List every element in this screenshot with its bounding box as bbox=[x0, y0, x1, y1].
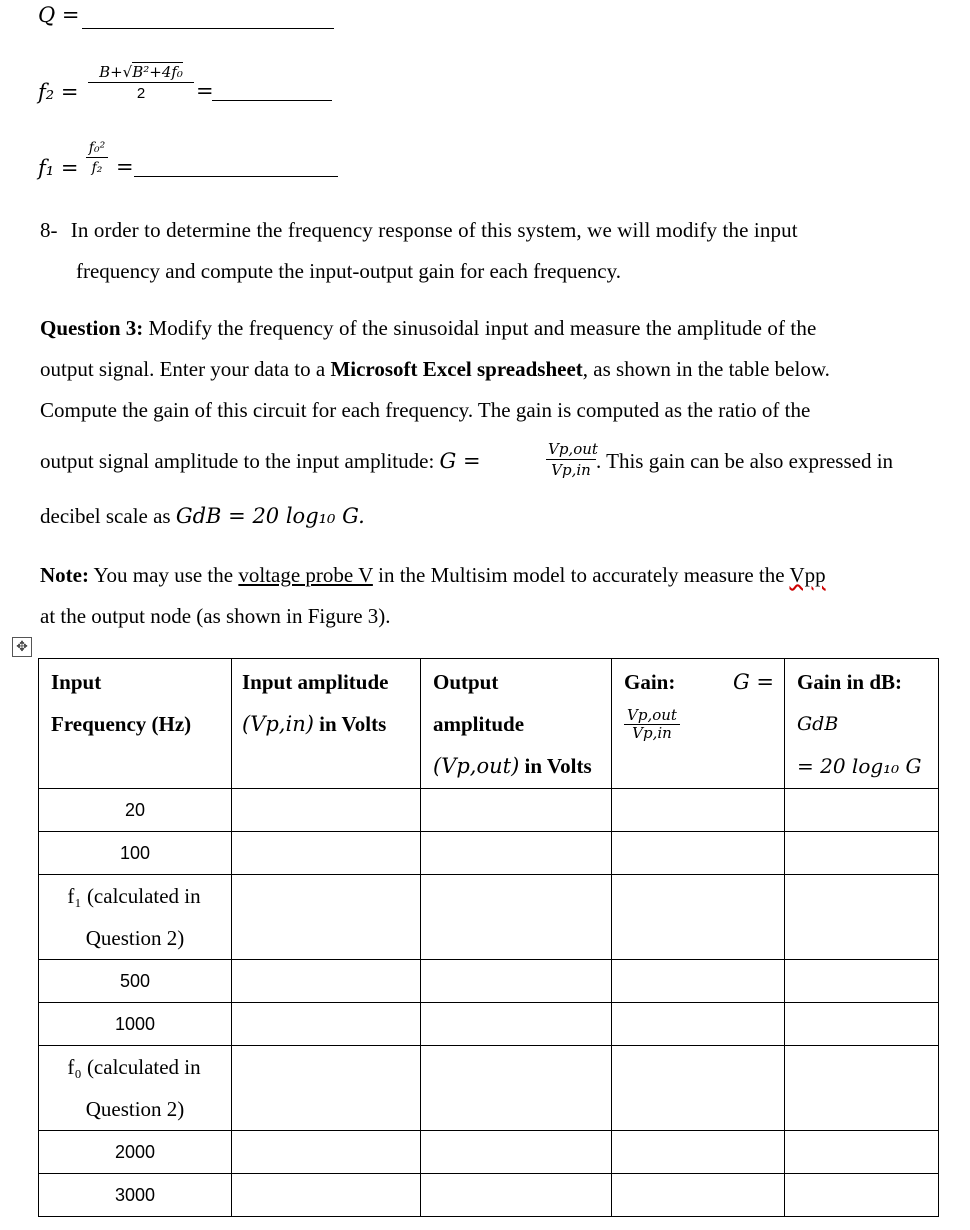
table-row bbox=[39, 789, 939, 832]
output-amplitude-cell[interactable] bbox=[421, 1046, 612, 1131]
f1-equals: = bbox=[116, 155, 134, 179]
gain-db-formula: GdB = 20 log₁₀ G. bbox=[175, 504, 365, 528]
header-input-frequency-line2: Frequency (Hz) bbox=[51, 712, 192, 736]
f2-num-prefix: B+ bbox=[99, 63, 123, 81]
note-text1: You may use the bbox=[93, 563, 234, 587]
header-output-line2: amplitude bbox=[433, 712, 525, 736]
output-amplitude-cell[interactable] bbox=[421, 960, 612, 1003]
table-row bbox=[39, 875, 939, 960]
table-row bbox=[39, 1046, 939, 1131]
gain-equation-lhs: G = bbox=[439, 449, 481, 473]
header-output-unit: in Volts bbox=[524, 754, 592, 778]
output-amplitude-cell[interactable] bbox=[421, 832, 612, 875]
gain-db-cell[interactable] bbox=[785, 1174, 939, 1217]
gain-db-cell[interactable] bbox=[785, 1003, 939, 1046]
table-row bbox=[39, 960, 939, 1003]
frequency-cell[interactable]: 3000 bbox=[39, 1174, 232, 1217]
header-gain-denominator: Vp,in bbox=[632, 724, 672, 742]
header-input-amplitude-line1: Input amplitude bbox=[242, 670, 389, 694]
header-input-frequency-line1: Input bbox=[51, 670, 102, 694]
voltage-probe-link[interactable]: voltage probe V bbox=[238, 563, 373, 587]
gain-db-cell[interactable] bbox=[785, 960, 939, 1003]
f1-label: f₁ = bbox=[38, 156, 79, 180]
header-input-frequency bbox=[39, 659, 232, 789]
table-row bbox=[39, 832, 939, 875]
note-line1 bbox=[40, 555, 940, 596]
header-gain-fraction bbox=[624, 707, 680, 742]
question3-text5a: decibel scale as bbox=[40, 504, 171, 528]
header-gain-db-line1: Gain in dB: bbox=[797, 670, 903, 694]
header-gain bbox=[612, 659, 785, 789]
step8-number: 8- bbox=[40, 218, 58, 242]
header-gain-g: G = bbox=[732, 670, 774, 694]
input-amplitude-cell[interactable] bbox=[232, 1046, 421, 1131]
gain-db-cell[interactable] bbox=[785, 875, 939, 960]
header-output-amplitude bbox=[421, 659, 612, 789]
frequency-cell-line: f₀ (calculated in bbox=[67, 1055, 201, 1079]
input-amplitude-cell[interactable] bbox=[232, 832, 421, 875]
f1-fraction bbox=[86, 140, 108, 176]
f2-equals: = bbox=[196, 79, 214, 103]
input-amplitude-cell[interactable] bbox=[232, 960, 421, 1003]
question3-text2c: , as shown in the table below. bbox=[582, 357, 830, 381]
header-gain-numerator: Vp,out bbox=[624, 707, 680, 725]
question3-text2a: output signal. Enter your data to a bbox=[40, 357, 326, 381]
header-gain-db bbox=[785, 659, 939, 789]
gain-cell[interactable] bbox=[612, 1046, 785, 1131]
table-row bbox=[39, 1131, 939, 1174]
output-amplitude-cell[interactable] bbox=[421, 1003, 612, 1046]
frequency-cell[interactable] bbox=[39, 1046, 232, 1131]
frequency-cell[interactable] bbox=[39, 875, 232, 960]
table-header-row bbox=[39, 659, 939, 789]
header-output-line1: Output bbox=[433, 670, 499, 694]
gain-cell[interactable] bbox=[612, 875, 785, 960]
frequency-cell[interactable]: 1000 bbox=[39, 1003, 232, 1046]
gain-fraction bbox=[546, 441, 596, 479]
step8-line1: In order to determine the frequency response of this system, we will modify the input bbox=[70, 218, 798, 242]
frequency-cell[interactable]: 100 bbox=[39, 832, 232, 875]
header-gain-line1 bbox=[624, 661, 774, 703]
frequency-cell[interactable]: 2000 bbox=[39, 1131, 232, 1174]
frequency-cell[interactable]: 20 bbox=[39, 789, 232, 832]
gain-numerator: Vp,out bbox=[548, 440, 598, 458]
gain-db-cell[interactable] bbox=[785, 832, 939, 875]
frequency-cell-line: f₁ (calculated in bbox=[67, 884, 201, 908]
header-gain-db-symbol: GdB bbox=[797, 713, 839, 735]
q-answer-blank bbox=[82, 28, 334, 29]
gain-cell[interactable] bbox=[612, 789, 785, 832]
frequency-cell-line: Question 2) bbox=[85, 926, 185, 950]
excel-spreadsheet-text: Microsoft Excel spreadsheet bbox=[330, 357, 583, 381]
gain-db-cell[interactable] bbox=[785, 1046, 939, 1131]
f2-num-sqrt: B²+4f₀ bbox=[132, 63, 183, 81]
move-anchor-icon[interactable]: ✥ bbox=[12, 637, 32, 657]
gain-cell[interactable] bbox=[612, 832, 785, 875]
input-amplitude-cell[interactable] bbox=[232, 1174, 421, 1217]
vpp-text: Vpp bbox=[789, 563, 826, 587]
question3-text4a: output signal amplitude to the input amplitude: bbox=[40, 449, 435, 473]
table-row bbox=[39, 1003, 939, 1046]
question3-text1: Modify the frequency of the sinusoidal input and measure the amplitude of the bbox=[148, 316, 817, 340]
vpin-symbol: (Vp,in) bbox=[242, 712, 314, 736]
header-gain-label: Gain: bbox=[624, 670, 676, 694]
gain-cell[interactable] bbox=[612, 960, 785, 1003]
question3-label: Question 3: bbox=[40, 316, 144, 340]
header-input-amplitude-line2 bbox=[242, 703, 410, 745]
note-label: Note: bbox=[40, 563, 89, 587]
gain-db-cell[interactable] bbox=[785, 1131, 939, 1174]
gain-denominator: Vp,in bbox=[551, 461, 591, 479]
output-amplitude-cell[interactable] bbox=[421, 1174, 612, 1217]
header-input-amplitude bbox=[232, 659, 421, 789]
question3-line2 bbox=[40, 349, 940, 390]
gain-cell[interactable] bbox=[612, 1003, 785, 1046]
output-amplitude-cell[interactable] bbox=[421, 1131, 612, 1174]
output-amplitude-cell[interactable] bbox=[421, 789, 612, 832]
header-input-amplitude-unit: in Volts bbox=[319, 712, 387, 736]
step8-paragraph bbox=[40, 210, 940, 251]
table-row bbox=[39, 1174, 939, 1217]
gain-cell[interactable] bbox=[612, 1174, 785, 1217]
output-amplitude-cell[interactable] bbox=[421, 875, 612, 960]
question3-line3: Compute the gain of this circuit for each frequency. The gain is computed as the ratio of the bbox=[40, 398, 811, 422]
note-text2: in the Multisim model to accurately measure the bbox=[378, 563, 785, 587]
frequency-cell[interactable]: 500 bbox=[39, 960, 232, 1003]
input-amplitude-cell[interactable] bbox=[232, 1003, 421, 1046]
input-amplitude-cell[interactable] bbox=[232, 789, 421, 832]
f2-answer-blank bbox=[212, 100, 332, 101]
frequency-cell-line: Question 2) bbox=[85, 1097, 185, 1121]
f2-denominator: 2 bbox=[136, 85, 146, 102]
header-output-line3 bbox=[433, 745, 601, 787]
gain-db-cell[interactable] bbox=[785, 789, 939, 832]
note-line2: at the output node (as shown in Figure 3). bbox=[40, 604, 391, 628]
vpout-symbol: (Vp,out) bbox=[433, 754, 520, 778]
f1-answer-blank bbox=[134, 176, 338, 177]
f2-fraction: $\frac{\text{B+√B²+4f₀}}{2}$ bbox=[88, 63, 194, 102]
question3-line1 bbox=[40, 308, 940, 349]
input-amplitude-cell[interactable] bbox=[232, 1131, 421, 1174]
input-amplitude-cell[interactable] bbox=[232, 875, 421, 960]
header-gain-db-formula: = 20 log₁₀ G bbox=[797, 754, 922, 778]
step8-line2: frequency and compute the input-output gain for each frequency. bbox=[76, 259, 622, 283]
data-table bbox=[38, 658, 939, 1217]
question3-line5 bbox=[40, 496, 940, 537]
f2-label: f₂ = bbox=[38, 80, 79, 104]
f1-numerator: f₀² bbox=[86, 140, 108, 158]
gain-cell[interactable] bbox=[612, 1131, 785, 1174]
f1-denominator: f₂ bbox=[91, 160, 103, 176]
q-label: Q = bbox=[38, 3, 80, 27]
question3-line4b: . This gain can be also expressed in bbox=[596, 449, 894, 473]
